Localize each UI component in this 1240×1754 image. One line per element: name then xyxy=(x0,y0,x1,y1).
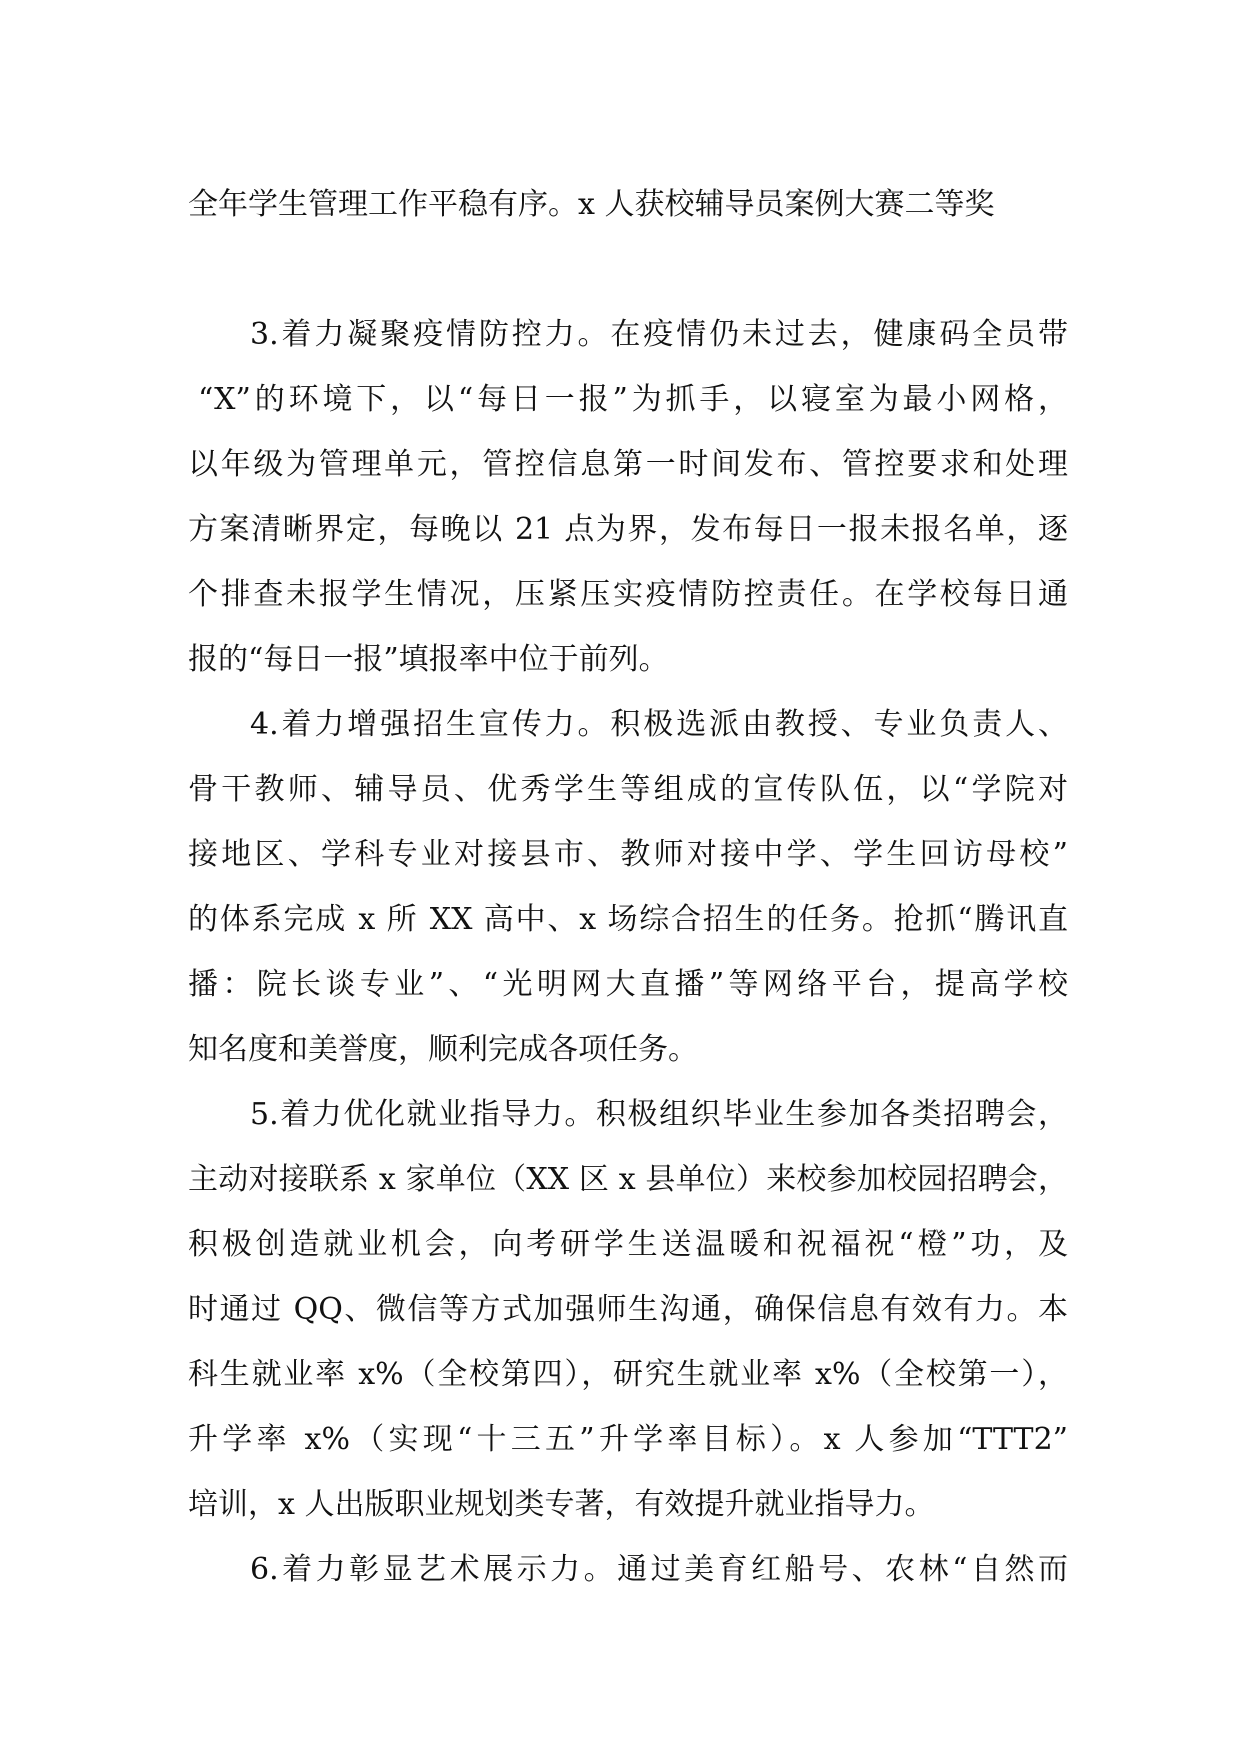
text-line: 升学率 x%（实现“十三五”升学率目标）。x 人参加“TTT2” xyxy=(188,1422,1068,1457)
section-heading-4: 4.着力增强招生宣传力。积极选派由教授、专业负责人、 xyxy=(250,707,1068,742)
text-line: 播：院长谈专业”、“光明网大直播”等网络平台，提高学校 xyxy=(188,967,1068,1002)
text-line: 方案清晰界定，每晚以 21 点为界，发布每日一报未报名单，逐 xyxy=(188,512,1068,547)
text-line: “X”的环境下，以“每日一报”为抓手，以寝室为最小网格， xyxy=(198,382,1068,417)
text-line: 培训，x 人出版职业规划类专著，有效提升就业指导力。 xyxy=(188,1487,935,1522)
text-line: 科生就业率 x%（全校第四），研究生就业率 x%（全校第一）， xyxy=(188,1357,1068,1392)
text-line: 全年学生管理工作平稳有序。x 人获校辅导员案例大赛二等奖 xyxy=(188,187,995,222)
text-line: 主动对接联系 x 家单位（XX 区 x 县单位）来校参加校园招聘会， xyxy=(188,1162,1068,1197)
text-line: 接地区、学科专业对接县市、教师对接中学、学生回访母校” xyxy=(188,837,1068,872)
text-line: 知名度和美誉度，顺利完成各项任务。 xyxy=(188,1032,698,1067)
section-heading-5: 5.着力优化就业指导力。积极组织毕业生参加各类招聘会， xyxy=(250,1097,1068,1132)
text-line: 报的“每日一报”填报率中位于前列。 xyxy=(188,642,669,677)
text-line: 积极创造就业机会，向考研学生送温暖和祝福祝“橙”功，及 xyxy=(188,1227,1068,1262)
text-line: 时通过 QQ、微信等方式加强师生沟通，确保信息有效有力。本 xyxy=(188,1292,1068,1327)
body-text xyxy=(188,172,1068,1602)
text-line: 个排查未报学生情况，压紧压实疫情防控责任。在学校每日通 xyxy=(188,577,1068,612)
text-line: 以年级为管理单元，管控信息第一时间发布、管控要求和处理 xyxy=(188,447,1068,482)
blank-line xyxy=(188,237,1068,302)
section-heading-6: 6.着力彰显艺术展示力。通过美育红船号、农林“自然而 xyxy=(250,1552,1068,1587)
section-heading-3: 3.着力凝聚疫情防控力。在疫情仍未过去，健康码全员带 xyxy=(250,317,1068,352)
text-line: 骨干教师、辅导员、优秀学生等组成的宣传队伍，以“学院对 xyxy=(188,772,1068,807)
text-line: 的体系完成 x 所 XX 高中、x 场综合招生的任务。抢抓“腾讯直 xyxy=(188,902,1068,937)
